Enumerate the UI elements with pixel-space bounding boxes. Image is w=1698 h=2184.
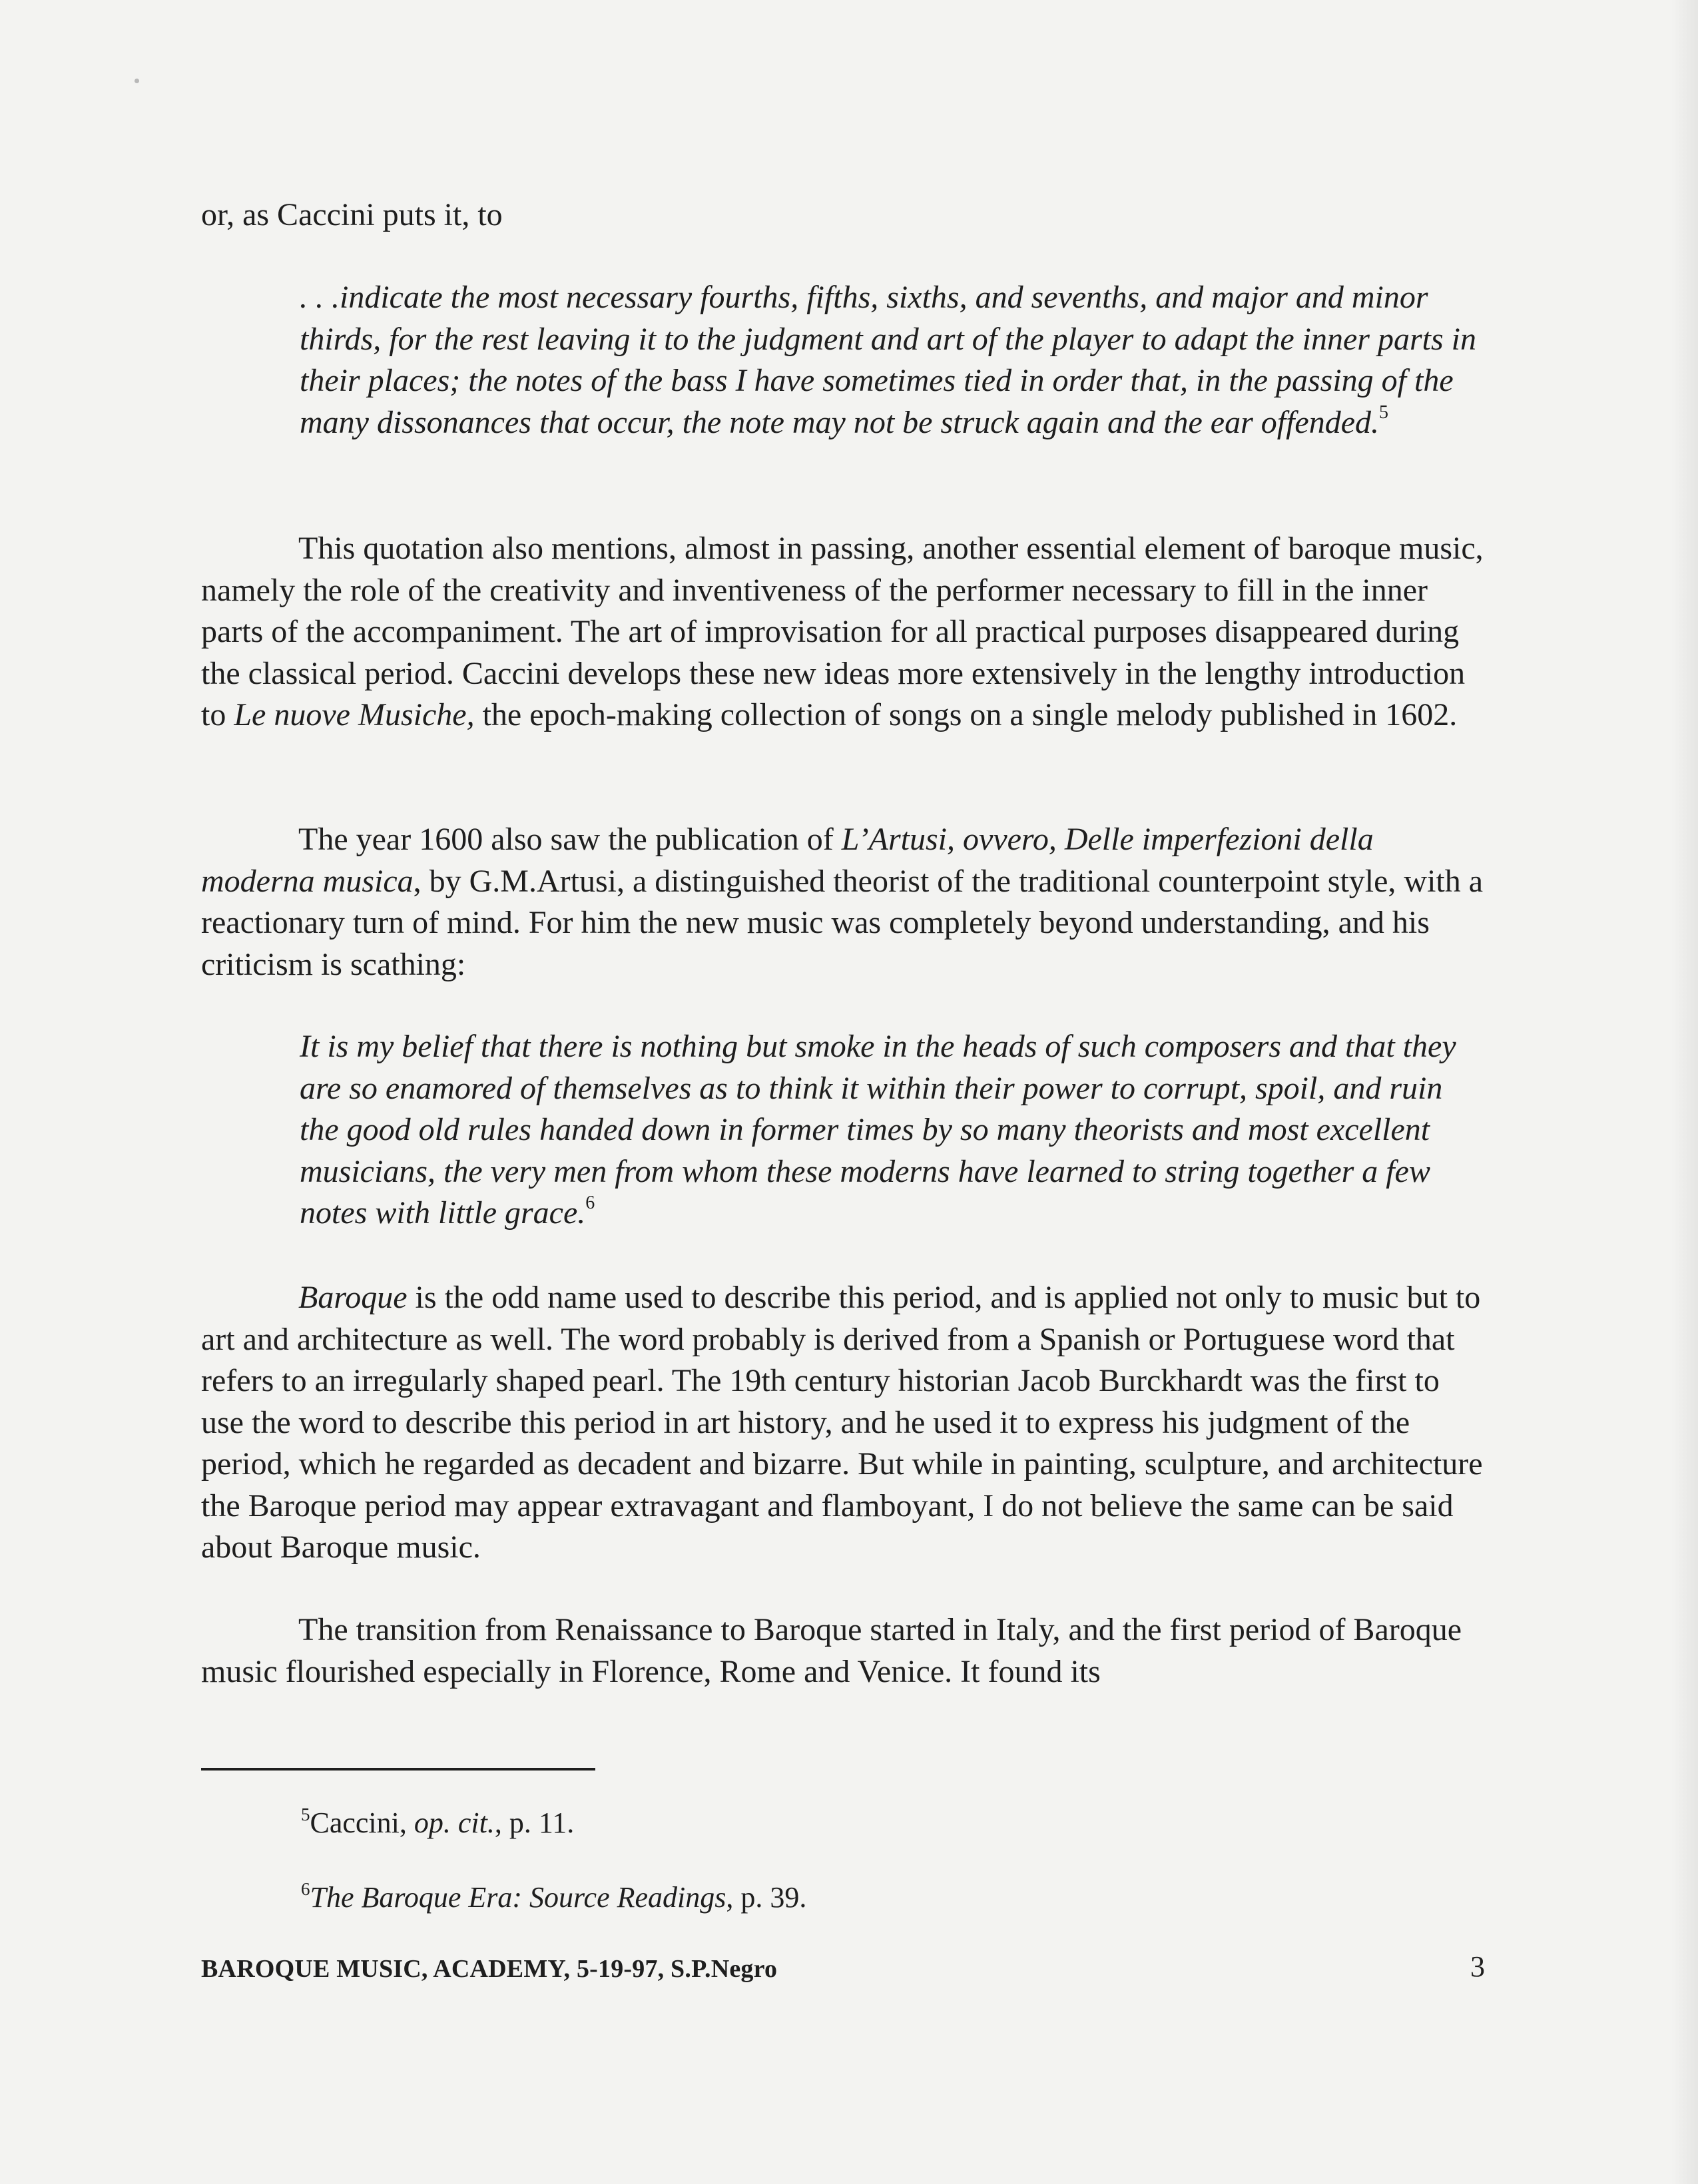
footnote-reference: 5 bbox=[1379, 402, 1389, 423]
block-quote-caccini bbox=[300, 277, 1485, 443]
running-footer: BAROQUE MUSIC, ACADEMY, 5-19-97, S.P.Negro bbox=[201, 1955, 778, 1983]
footnote-divider bbox=[201, 1768, 595, 1771]
quote-text: It is my belief that there is nothing but smoke in the heads of such composers and that they are so enamored of themselves as to think it within their power to corrupt, spoil, and ruin the good old rules handed down in former times by so many theorists and most excellent musicians, the very men from whom these moderns have learned to string together a few notes with little grace. bbox=[300, 1029, 1456, 1230]
quote-text: . . .indicate the most necessary fourths, fifths, sixths, and sevenths, and major and minor thirds, for the rest leaving it to the judgment and art of the player to adapt the inner parts in their places; the notes of the bass I have sometimes tied in order that, in the passing of the many dissonances that occur, the note may not be struck again and the ear offended. bbox=[300, 280, 1476, 440]
paragraph-transition: The transition from Renaissance to Baroque started in Italy, and the first period of Baroque music flourished especially in Florence, Rome and Venice. It found its bbox=[201, 1612, 1462, 1689]
scan-speck bbox=[135, 79, 139, 83]
paragraph-baroque-term: Baroque is the odd name used to describe this period, and is applied not only to music but to art and architecture as well. The word probably is derived from a Spanish or Portuguese word that refers to an irregularly shaped pearl. The 19th century historian Jacob Burckhardt was the first to use the word to describe this period in art history, and he used it to express his judgment of the period, which he regarded as decadent and bizarre. But while in painting, sculpture, and architecture the Baroque period may appear extravagant and flamboyant, I do not believe the same can be said about Baroque music. bbox=[201, 1280, 1483, 1565]
footnote-6: $^6$The Baroque Era: Source Readings, p. 39. bbox=[301, 1879, 807, 1914]
work-title: L’Artusi, ovvero, Delle imperfezioni della moderna musica bbox=[201, 822, 1374, 899]
footnote-mark: 5 bbox=[301, 1804, 310, 1824]
lead-line: or, as Caccini puts it, to bbox=[201, 197, 503, 232]
term: Baroque bbox=[298, 1280, 408, 1315]
paragraph-improvisation: This quotation also mentions, almost in passing, another essential element of baroque music, namely the role of the creativity and inventiveness of the performer necessary to fill in the inner parts of the accompaniment. The art of improvisation for all practical purposes disappeared during the classical period. Caccini develops these new ideas more extensively in the lengthy introduction to Le nuove Musiche, the epoch-making collection of songs on a single melody published in 1602. bbox=[201, 531, 1484, 732]
block-quote-artusi bbox=[300, 1026, 1485, 1234]
footnote-mark: 6 bbox=[301, 1879, 310, 1899]
work-title: Le nuove Musiche, bbox=[234, 697, 475, 732]
paragraph-artusi: The year 1600 also saw the publication of L’Artusi, ovvero, Delle imperfezioni della moderna musica, by G.M.Artusi, a distinguished theorist of the traditional counterpoint style, with a reactionary turn of mind. For him the new music was completely beyond understanding, and his criticism is scathing: bbox=[201, 822, 1484, 982]
page-number: 3 bbox=[1470, 1950, 1485, 1983]
page-edge-shadow bbox=[1671, 0, 1698, 2184]
footnote-reference: 6 bbox=[585, 1193, 595, 1213]
footnote-5: $^5$Caccini, op. cit., p. 11. bbox=[301, 1804, 575, 1839]
